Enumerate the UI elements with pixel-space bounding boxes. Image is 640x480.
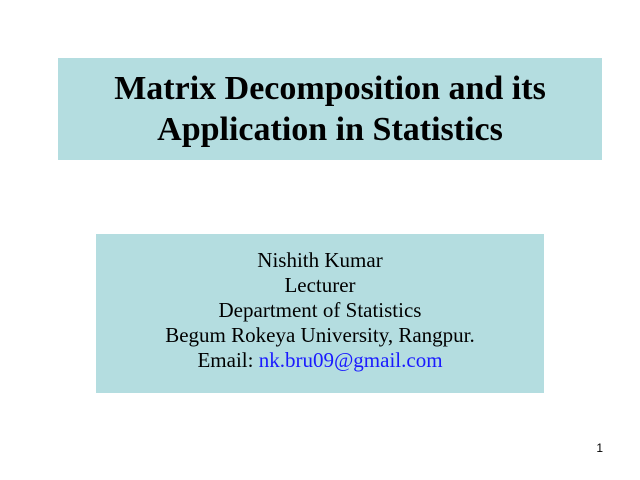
slide-title-line-2: Application in Statistics [157,111,503,148]
author-department: Department of Statistics [218,298,422,322]
email-label: Email: [197,348,259,372]
author-position: Lecturer [284,273,356,297]
slide-title-line-1: Matrix Decomposition and its [114,70,546,107]
author-name: Nishith Kumar [257,248,383,272]
author-info-box [96,234,544,393]
email-link[interactable]: nk.bru09@gmail.com [258,348,443,372]
author-email-line [197,348,442,373]
slide-title-box [58,58,602,160]
slide-number: 1 [596,441,603,455]
author-institution: Begum Rokeya University, Rangpur. [165,323,475,347]
